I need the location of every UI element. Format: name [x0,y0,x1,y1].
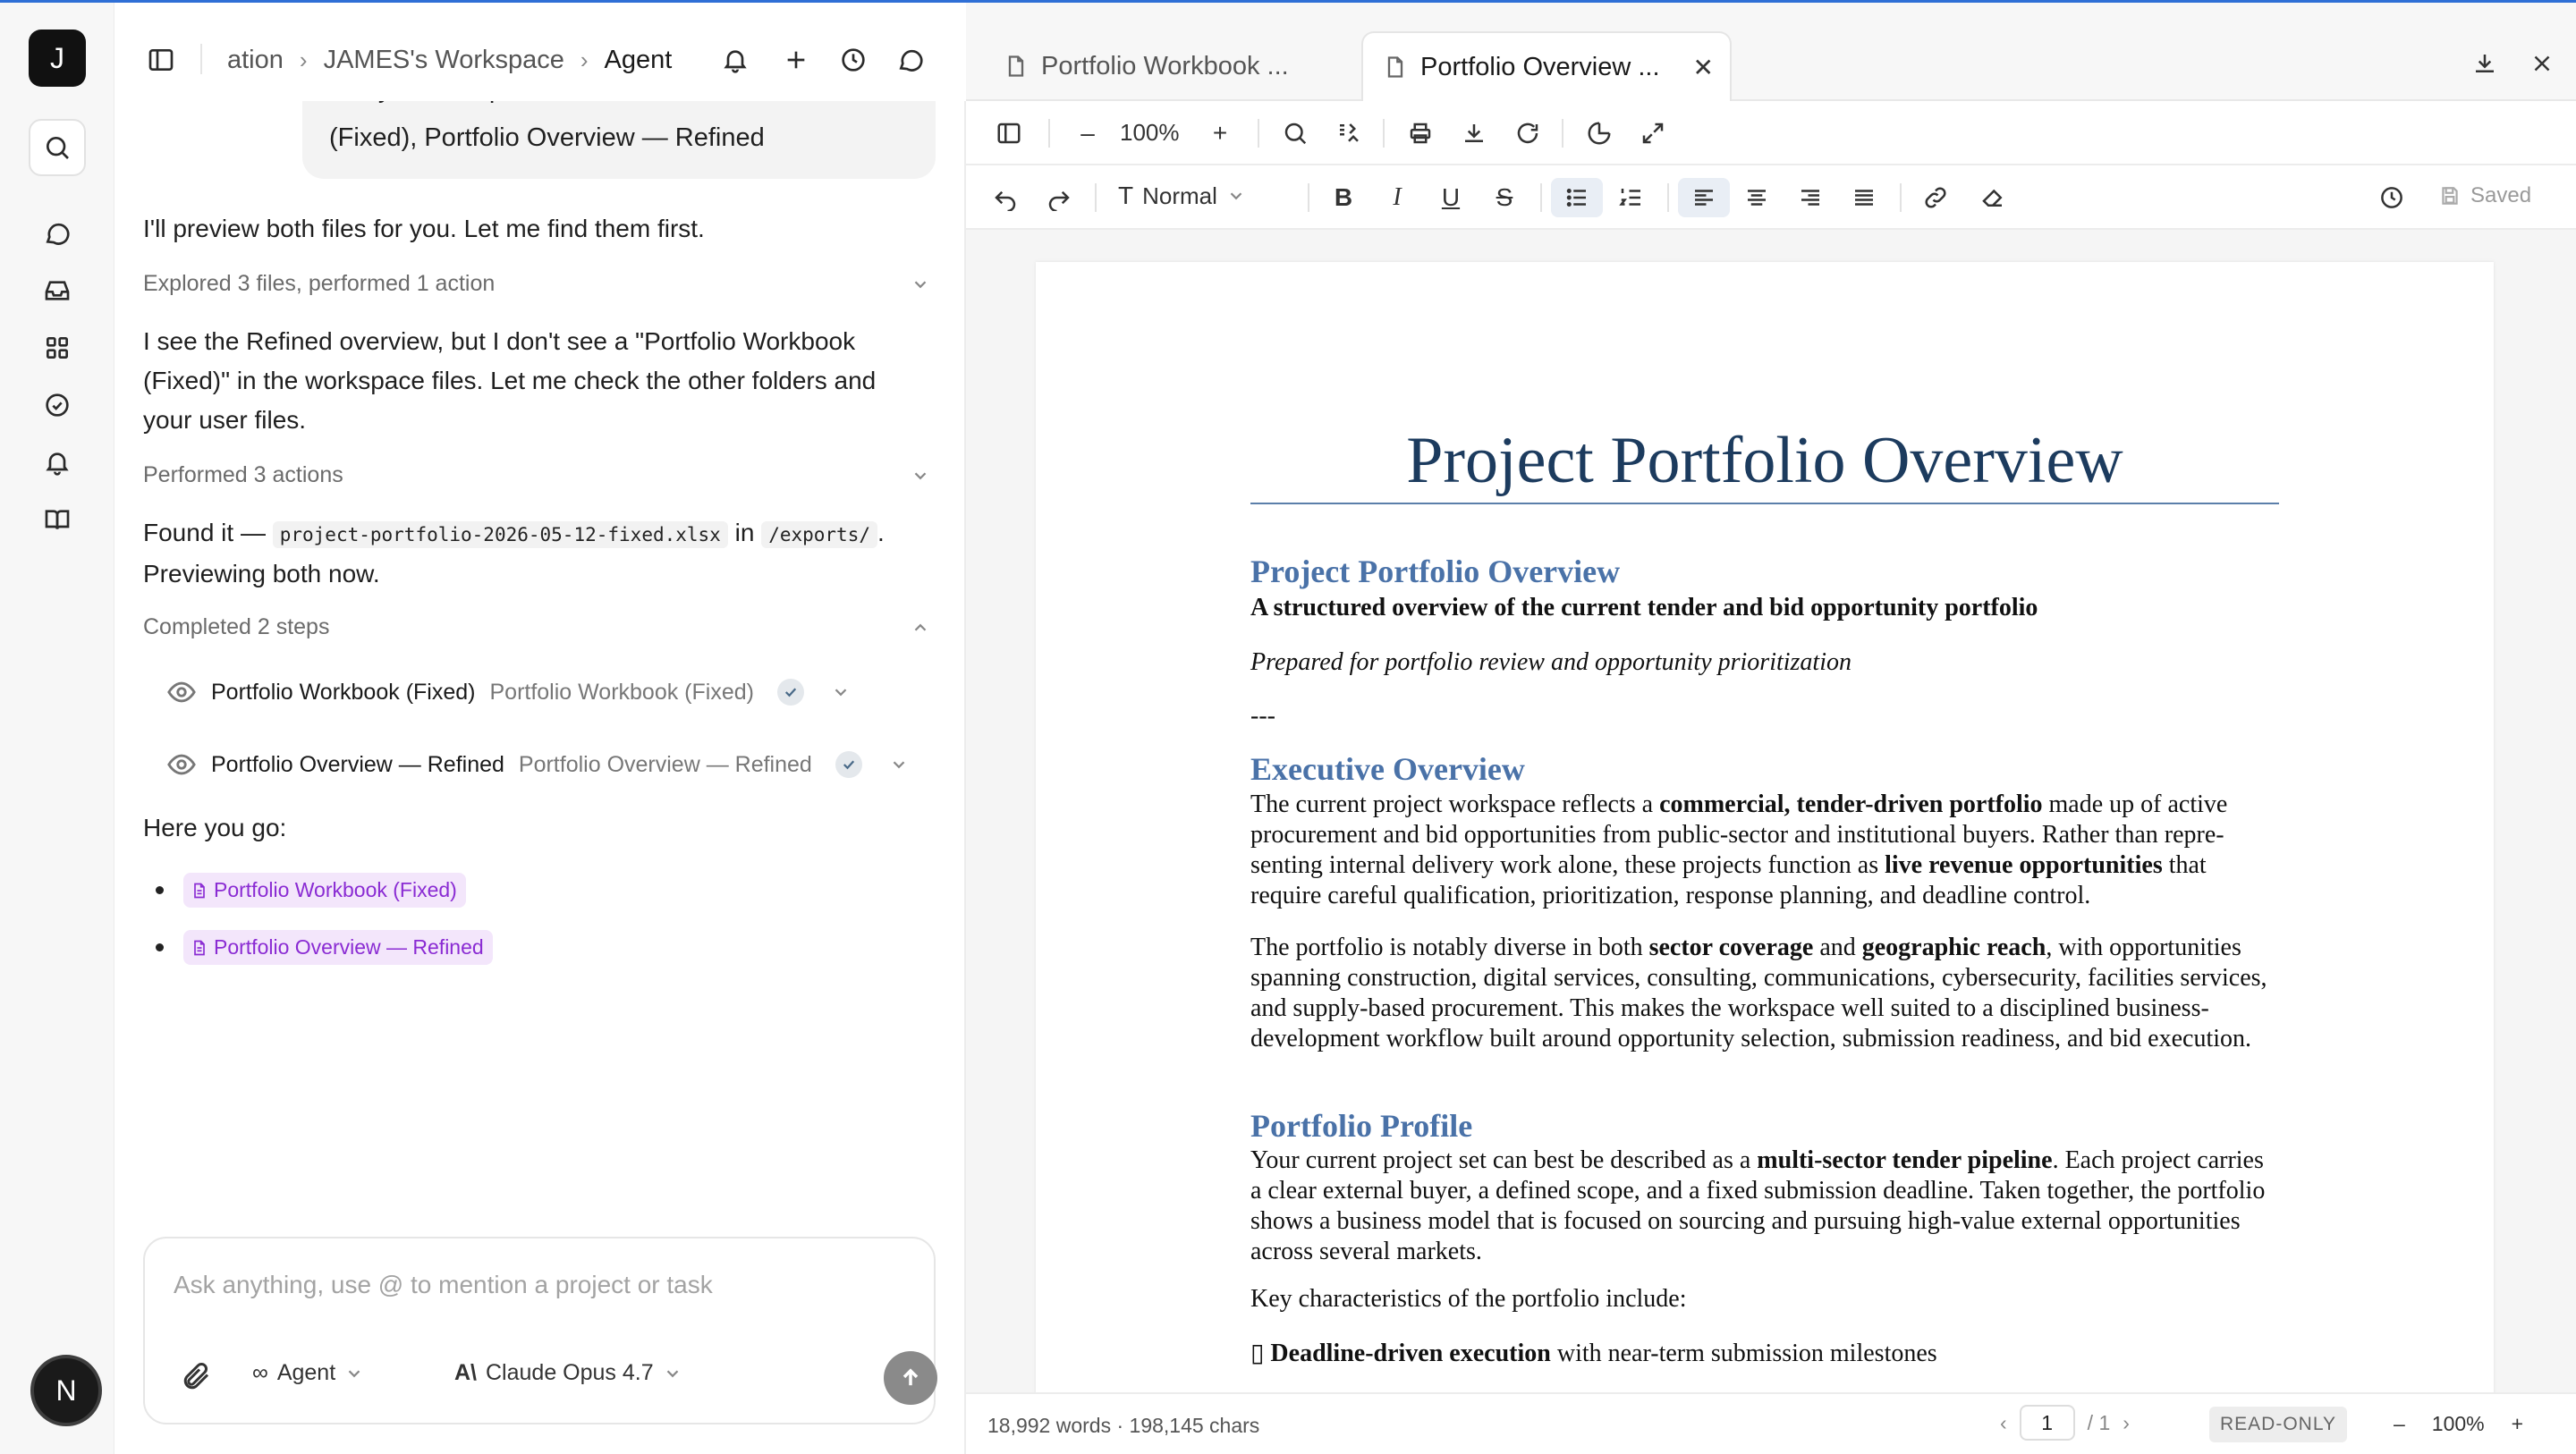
text-replace-icon [1335,120,1362,147]
status-check-badge [777,679,804,706]
breadcrumb-item-agent: Agent [604,45,673,74]
italic-button[interactable] [1377,178,1417,217]
heading-executive-overview: Executive Overview [1250,751,1525,787]
tab-label: Portfolio Overview ... [1420,52,1660,81]
infinity-icon: ∞ [252,1360,268,1385]
heading-portfolio-profile: Portfolio Profile [1250,1108,1473,1144]
check-icon [783,684,799,700]
bullet-list-icon [1563,184,1590,211]
file-link-overview[interactable] [183,930,493,965]
file-link-workbook[interactable] [183,873,466,908]
save-icon [2438,184,2462,207]
redo-icon [1046,184,1072,211]
tool-call-subtitle: Portfolio Workbook (Fixed) [489,679,754,705]
step-summary-label: Completed 2 steps [143,614,330,639]
bold-button[interactable] [1324,178,1363,217]
tool-call-title: Portfolio Overview — Refined [211,751,504,777]
eye-icon [166,749,197,780]
tasks-nav-button[interactable] [36,384,79,427]
underline-icon: U [1441,183,1461,211]
grid-icon [43,334,72,362]
tab-portfolio-overview[interactable] [1361,31,1732,101]
chevron-down-icon [911,466,930,486]
arrow-up-icon [898,1365,923,1391]
file-path-code: project-portfolio-2026-05-12-fixed.xlsx [273,521,728,548]
paragraph-executive-1 [1250,790,2279,911]
strikethrough-icon: S [1496,183,1513,211]
undo-button[interactable] [986,178,1025,217]
close-tab-icon[interactable]: ✕ [1692,53,1714,81]
bold-icon: B [1334,183,1353,211]
text-run: The portfolio is notably diverse in both [1250,934,1649,961]
new-chat-button[interactable] [776,40,816,80]
app-rail [0,3,114,1454]
align-left-icon [1690,184,1717,211]
print-button[interactable] [1401,114,1440,153]
notifications-nav-button[interactable] [36,441,79,484]
message-composer[interactable] [143,1237,936,1424]
refresh-icon [1514,120,1541,147]
printer-icon [1407,120,1434,147]
chevron-down-icon [911,275,930,294]
align-center-icon [1743,184,1770,211]
chevron-down-icon [1226,186,1246,206]
workspace-avatar[interactable]: J [29,30,86,87]
check-icon [841,757,857,773]
status-zoom-out-button[interactable]: – [2394,1412,2405,1435]
inbox-nav-button[interactable] [36,269,79,312]
message-text: Previewing both now. [143,560,380,588]
contrast-icon [1586,120,1613,147]
step-summary-2[interactable] [143,462,930,488]
viewer-toolbar [966,101,2576,165]
save-status [2438,183,2531,208]
document-prepared-for: Prepared for portfolio review and opportunity prioritization [1250,648,1852,676]
chat-nav-button[interactable] [36,212,79,255]
preview-tab-bar [966,3,2576,101]
align-justify-button[interactable] [1844,178,1884,217]
text-run: . Each project carries a clear external buyer, a defined scope, and a fixed submission deadline. Taken together, the portfolio shows a business model that is focused on sourcing and pursuing high-value external opportunities across several markets. [1250,1146,2266,1265]
bullet-dot [156,943,164,951]
paragraph-portfolio-profile [1250,1145,2279,1267]
toolbar-divider [1258,119,1259,148]
breadcrumb [227,42,672,78]
numbered-list-icon [1618,184,1645,211]
page-total: / 1 [2087,1410,2111,1434]
search-icon [1282,120,1309,147]
document-title: Project Portfolio Overview [1250,423,2279,504]
insert-link-button[interactable] [1916,178,1955,217]
model-label: Claude Opus 4.7 [486,1360,654,1385]
paragraph-executive-2 [1250,933,2279,1054]
download-button[interactable] [2465,44,2504,83]
toolbar-divider [1540,183,1542,212]
export-button[interactable] [1454,114,1494,153]
document-viewport[interactable] [966,230,2576,1392]
chat-header [114,3,966,101]
status-check-badge [835,751,862,778]
pager [2000,1405,2130,1441]
sidebar-icon [147,46,175,74]
chat-panel [114,3,966,1454]
document-icon [191,939,208,957]
assistant-message-2: I see the Refined overview, but I don't see a "Portfolio Workbook (Fixed)" in the workspace files. Let me check the other folders and your user files. [143,327,877,434]
chevron-up-icon [911,618,930,638]
model-selector[interactable] [454,1360,682,1386]
chevron-down-icon [889,755,909,774]
tool-call-subtitle: Portfolio Overview — Refined [518,751,812,777]
eye-icon [166,677,197,707]
toolbar-divider [1095,183,1097,212]
refresh-button[interactable] [1508,114,1547,153]
close-preview-button[interactable] [2522,44,2562,83]
apps-nav-button[interactable] [36,326,79,369]
fullscreen-button[interactable] [1633,114,1673,153]
text-type-icon: T [1118,182,1134,209]
list-item [1250,1339,2279,1369]
find-replace-button[interactable] [1329,114,1368,153]
bell-icon [721,46,750,74]
text-run: and [1813,934,1862,961]
chat-bubble-icon [43,219,72,248]
tool-call-preview-overview[interactable] [166,745,927,784]
expand-icon [1640,120,1666,147]
clock-icon [839,46,868,74]
anthropic-icon: A\ [454,1360,477,1385]
read-only-badge: READ-ONLY [2209,1407,2347,1442]
horizontal-rule-text: --- [1250,702,1275,730]
version-history-button[interactable] [2372,178,2411,217]
step-summary-label: Explored 3 files, performed 1 action [143,271,496,296]
book-open-icon [43,505,72,534]
notifications-button[interactable] [716,40,755,80]
message-text: in [734,519,755,546]
toolbar-divider [1900,183,1902,212]
mode-label: Agent [276,1360,336,1385]
text-run: Your current project set can best be described as a [1250,1146,1758,1174]
paperclip-icon [181,1360,213,1392]
key-characteristic-bold: Deadline-driven execution [1270,1340,1551,1367]
sidebar-icon [996,120,1022,147]
paragraph-style-select[interactable] [1118,182,1246,210]
user-message-line-2: (Fixed), Portfolio Overview — Refined [329,123,765,152]
strikethrough-button[interactable] [1485,178,1524,217]
status-zoom-level: 100% [2431,1412,2485,1435]
tool-call-title: Portfolio Workbook (Fixed) [211,679,476,705]
document-page [1036,262,2494,1392]
chevron-down-icon [831,682,851,702]
bullet-list-button[interactable] [1551,178,1603,217]
document-subtitle: A structured overview of the current tender and bid opportunity portfolio [1250,594,2038,621]
tab-label: Portfolio Workbook ... [1041,51,1289,80]
send-button[interactable] [884,1351,937,1405]
list-item [156,930,493,965]
link-icon [1922,184,1949,211]
save-status-label: Saved [2470,183,2532,207]
close-icon [2529,50,2555,77]
status-bar [966,1392,2576,1454]
align-right-button[interactable] [1791,178,1830,217]
document-icon [1383,55,1408,80]
attach-button[interactable] [181,1360,213,1392]
toolbar-divider [1562,119,1563,148]
toolbar-divider [1048,119,1050,148]
toggle-sidebar-button[interactable] [141,40,181,80]
clear-format-button[interactable] [1973,178,2012,217]
align-left-button[interactable] [1678,178,1730,217]
chevron-right-icon: › [299,46,308,73]
next-page-icon[interactable]: › [2123,1410,2130,1434]
toolbar-divider [1383,119,1385,148]
tab-portfolio-workbook[interactable] [984,31,1342,101]
preview-panel [966,3,2576,1454]
bullet-dot [156,886,164,894]
download-icon [1461,120,1487,147]
inbox-icon [43,276,72,305]
italic-icon: I [1393,183,1402,211]
format-toolbar [966,165,2576,230]
underline-button[interactable] [1431,178,1470,217]
status-zoom [2394,1412,2523,1436]
chat-bubble-icon [896,46,925,74]
file-link-label: Portfolio Overview — Refined [214,935,484,959]
document-icon [1004,54,1029,79]
prev-page-icon[interactable]: ‹ [2000,1410,2007,1434]
missing-glyph-icon: ▯ [1250,1340,1265,1367]
clock-icon [2378,184,2405,211]
theme-toggle-button[interactable] [1580,114,1619,153]
page-number-input[interactable]: 1 [2020,1405,2075,1441]
chevron-down-icon [663,1364,682,1383]
history-button[interactable] [834,40,873,80]
bold-text-run: multi-sector tender pipeline [1757,1146,2053,1174]
file-link-label: Portfolio Workbook (Fixed) [214,878,457,901]
chevron-down-icon [344,1364,364,1383]
zoom-out-button[interactable]: – [1080,119,1095,147]
step-summary-1[interactable] [143,271,930,297]
redo-button[interactable] [1039,178,1079,217]
assistant-message-3 [143,513,930,594]
bell-icon [43,448,72,477]
step-summary-3[interactable] [143,614,930,640]
align-right-icon [1797,184,1824,211]
step-summary-label: Performed 3 actions [143,462,343,487]
breadcrumb-item-project[interactable]: ation [227,45,284,74]
chevron-right-icon: › [580,46,589,73]
align-justify-icon [1851,184,1877,211]
word-count: 18,992 words · 198,145 chars [987,1414,1260,1437]
bold-text-run: live revenue opportunities [1885,851,2163,879]
text-run: , with opportunities spanning construction, digital services, consulting, communications, cybersecurity, facilities services, and supply-based procurement. This makes the workspace well suited to a disciplined business-development workflow built around opportunity selection, submission readiness, and bid execution. [1250,934,2267,1052]
key-characteristics-intro: Key characteristics of the portfolio include: [1250,1285,1687,1313]
plus-icon [782,46,810,74]
eraser-icon [1979,184,2006,211]
document-icon [191,882,208,900]
zoom-level: 100% [1120,119,1180,146]
toggle-outline-button[interactable] [989,114,1029,153]
numbered-list-button[interactable] [1612,178,1651,217]
search-icon [43,133,72,162]
assistant-message-4: Here you go: [143,814,287,841]
bold-text-run: commercial, tender-driven portfolio [1659,790,2043,818]
list-item [156,873,466,908]
text-run: The current project workspace reflects a [1250,790,1660,818]
toolbar-divider [1667,183,1669,212]
bold-text-run: geographic reach [1861,934,2046,961]
paragraph-style-label: Normal [1142,182,1217,209]
user-avatar[interactable]: N [30,1355,102,1426]
toolbar-divider [1308,183,1309,212]
folder-path-code: /exports/ [761,521,877,548]
align-center-button[interactable] [1737,178,1776,217]
zoom-in-button[interactable]: + [1212,119,1228,147]
message-text: Found it — [143,519,266,546]
breadcrumb-item-workspace[interactable]: JAMES's Workspace [323,45,564,74]
download-icon [2471,50,2498,77]
mode-selector[interactable] [252,1360,364,1386]
text-run: made up of active procurement and bid opportunities from public-sector and institutional buyers. Rather than representing internal delivery work alone, these projects function as [1250,790,2228,879]
tool-call-preview-workbook[interactable] [166,672,927,712]
comments-button[interactable] [891,40,930,80]
text-run: that require careful qualification, prioritization, response planning, and deadline control. [1250,851,2207,909]
docs-nav-button[interactable] [36,498,79,541]
key-characteristic-text: with near-term submission milestones [1550,1340,1937,1367]
message-text: . [877,519,885,546]
search-button[interactable] [29,119,86,176]
find-button[interactable] [1275,114,1315,153]
check-circle-icon [43,391,72,419]
bold-text-run: sector coverage [1648,934,1814,961]
header-divider [200,44,202,74]
composer-input[interactable]: Ask anything, use @ to mention a project or task [174,1271,713,1298]
status-zoom-in-button[interactable]: + [2511,1412,2524,1435]
assistant-message-1: I'll preview both files for you. Let me find them first. [143,215,705,242]
undo-icon [992,184,1019,211]
heading-portfolio-overview: Project Portfolio Overview [1250,554,1621,589]
